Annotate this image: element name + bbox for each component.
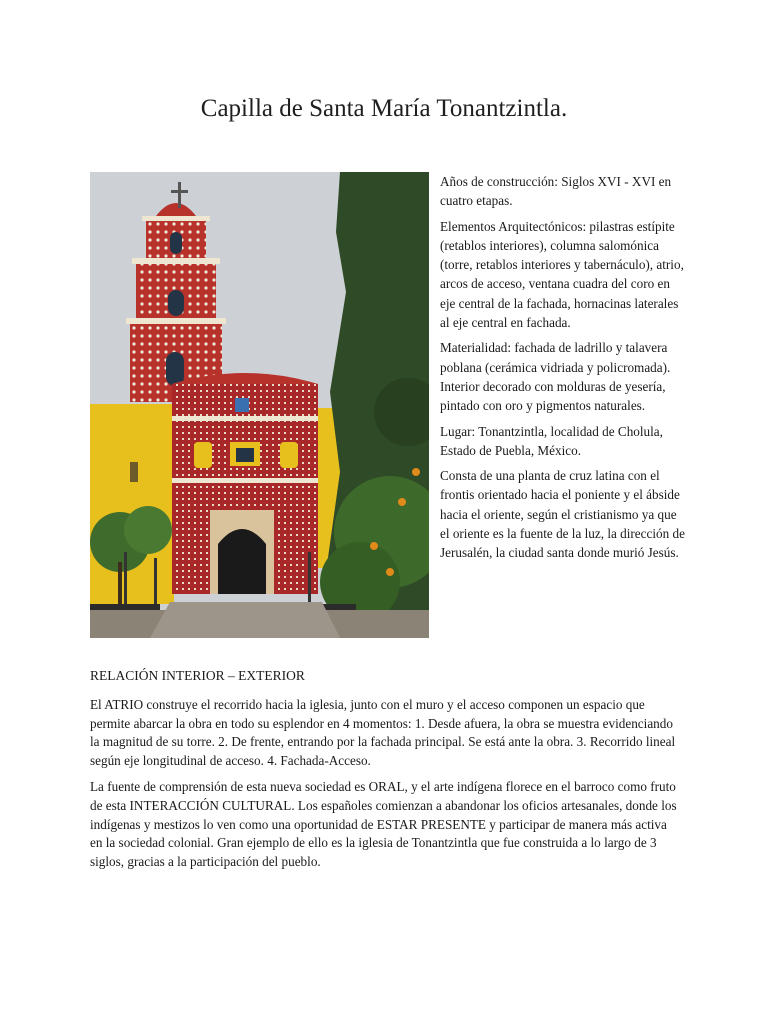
- architectural-elements-paragraph: Elementos Arquitectónicos: pilastras estípite (retablos interiores), columna salomónica (torre, retablos interiores y tabernáculo), atrio, arcos de acceso, ventana cuadra del coro en eje central de la fachada, hornacinas laterales al eje central en fachada.: [440, 218, 684, 331]
- oral-culture-paragraph: La fuente de comprensión de esta nueva sociedad es ORAL, y el arte indígena florece en el barroco como fruto de esta INTERACCIÓN CULTURAL. Los españoles comienzan a abandonar los oficios artesanales, donde los indígenas y mestizos lo ven como una oportunidad de ESTAR PRESENTE y participar de manera más activa en la sociedad colonial. Gran ejemplo de ello es la iglesia de Tonantzintla que fue construida a lo largo de 3 siglos, gracias a la participación del pueblo.: [90, 779, 677, 869]
- floor-plan-paragraph: Consta de una planta de cruz latina con el frontis orientado hacia el poniente y el ábside hacia el oriente, según el cristianismo ya que el oriente es la fuente de la luz, la dirección de Jerusalén, la ciudad santa donde murió Jesús.: [440, 468, 685, 561]
- side-text-column: [440, 172, 685, 569]
- section-heading: RELACIÓN INTERIOR – EXTERIOR: [90, 668, 305, 683]
- church-photo: [90, 172, 429, 638]
- location-paragraph: Lugar: Tonantzintla, localidad de Cholula, Estado de Puebla, México.: [440, 423, 663, 458]
- page-title: Capilla de Santa María Tonantzintla.: [200, 95, 568, 122]
- construction-years-paragraph: Años de construcción: Siglos XVI - XVI en cuatro etapas.: [440, 174, 672, 209]
- materiality-paragraph: Materialidad: fachada de ladrillo y talavera poblana (cerámica vidriada y policromada). Interior decorado con molduras de yesería, pintado con oro y pigmentos naturales.: [440, 340, 671, 414]
- body-text: [90, 696, 680, 879]
- atrio-paragraph: El ATRIO construye el recorrido hacia la iglesia, junto con el muro y el acceso componen un espacio que permite abarcar la obra en todo su esplendor en 4 momentos: 1. Desde afuera, la obra se muestra evidenciando la magnitud de su torre. 2. De frente, entrando por la fachada principal. Se está ante la obra. 3. Recorrido lineal según eje longitudinal de acceso. 4. Fachada-Acceso.: [90, 697, 676, 768]
